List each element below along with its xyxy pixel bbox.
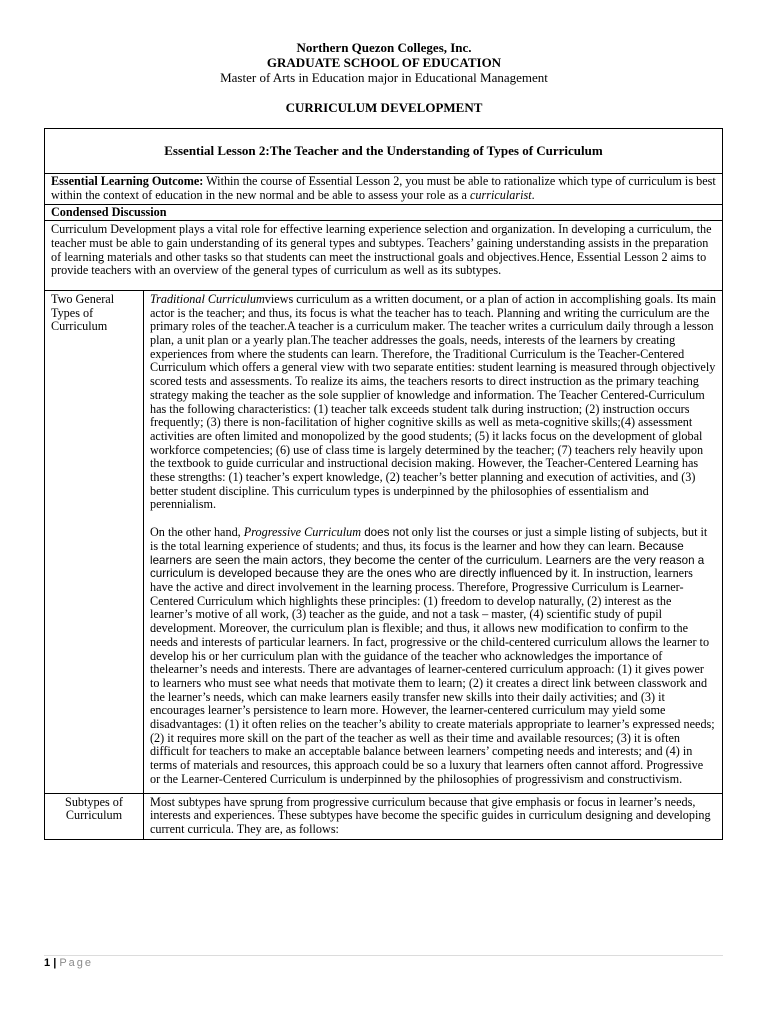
general-types-label: Two General Types of Curriculum (45, 290, 144, 793)
traditional-paragraph (150, 293, 716, 512)
lesson-table (44, 128, 723, 840)
paragraph-gap (150, 512, 716, 526)
condensed-text: Curriculum Development plays a vital role for effective learning experience selection and organization. In developing a curriculum, the teacher must be able to gain understanding of its general types and subtypes. Teachers’ gaining understanding assists in the preparation of learning materials and other tasks so that students can meet the instructional goals and objectives.Hence, Essential Lesson 2 aims to provide teachers with an overview of the general types of curriculum as well as its subtypes. (45, 221, 723, 291)
learning-outcome (45, 174, 723, 205)
subtypes-label: Subtypes of Curriculum (45, 793, 144, 839)
condensed-label: Condensed Discussion (45, 205, 723, 221)
progressive-paragraph (150, 526, 716, 786)
subtypes-row (45, 793, 723, 839)
document-header (0, 40, 768, 85)
course-title: CURRICULUM DEVELOPMENT (285, 100, 483, 115)
condensed-label-row (45, 205, 723, 221)
progressive-text-1: only list the courses or just a simple listing of subjects, but it is the total learning experience of students; and thus, its focus is the learner and how they can learn. (150, 525, 708, 553)
lesson-title: Essential Lesson 2:The Teacher and the Understanding of Types of Curriculum (45, 129, 723, 174)
progressive-text-2: In instruction, learners have the active and direct involvement in the learning process. Therefore, Progressive Curriculum is Learner-Centered Curriculum which highlights these principles: (1) freedom to develop naturally, (2) interest as the learner’s motive of all work, (3) teacher as the guide, and not a task – master, (4) scientific study of pupil development. Moreover, the curriculum plan is flexible; and thus, it allows new modification to confirm to the needs and interests of particular learners. In fact, progressive or the child-centered curriculum allows the learner to develop his or her curriculum plan with the guidance of the teacher who acknowledges the importance of thelearner’s needs and interests. There are advantages of learner-centered curriculum approach: (1) it gives power to learners who must see what needs that motivate them to learn; (2) it creates a direct link between classwork and the learner’s needs, which can make learners easily transfer new skills into their daily activities; and (3) it encourages learner’s persistence to learn more. However, the learner-centered curriculum may yield some disadvantages: (1) it often relies on the teacher’s ability to create materials appropriate to learner’s expressed needs; (2) it requires more skill on the part of the teacher as well as their time and available resources; (3) it is often difficult for teachers to make an acceptable balance between learners’ competing needs and interests; and (4) in terms of materials and resources, this approach could be so a luxury that learners often cannot afford. Progressive or the Learner-Centered Curriculum is underpinned by the philosophies of progressivism and constructivism. (150, 566, 715, 786)
traditional-term: Traditional Curriculum (150, 291, 265, 306)
outcome-italic: curricularist (470, 187, 532, 202)
program-name: Master of Arts in Education major in Educational Management (220, 70, 548, 85)
general-types-row (45, 290, 723, 793)
progressive-does-not: does not (361, 526, 409, 540)
outcome-end: . (531, 187, 535, 202)
progressive-intro: On the other hand, (150, 525, 244, 540)
progressive-term: Progressive Curriculum (243, 525, 362, 540)
lesson-title-row (45, 129, 723, 174)
condensed-text-row (45, 221, 723, 291)
page-separator: | (53, 957, 57, 969)
institution-name: Northern Quezon Colleges, Inc. (296, 40, 472, 55)
page-footer (44, 957, 93, 969)
outcome-row (45, 174, 723, 205)
page-label: Page (59, 957, 94, 969)
outcome-label: Essential Learning Outcome: (51, 174, 204, 188)
subtypes-text: Most subtypes have sprung from progressive curriculum because that give emphasis or focus in learner’s needs, interests and experiences. These subtypes have become the specific guides in curriculum designing and developing current curricula. They are, as follows: (144, 793, 723, 839)
progressive-sans-text: Because learners are seen the main actors, they become the center of the curriculum. Learners are the very reason a curriculum is developed because they are the ones who are directly influenced by it. (150, 539, 705, 581)
page-number: 1 (44, 957, 51, 969)
traditional-text: views curriculum as a written document, or a plan of action in accomplishing goals. Its main actor is the teacher; and thus, its focus is what the teacher has to teach. Planning and writing the curriculum are the primary roles of the teacher.A teacher is a curriculum maker. The teacher writes a curriculum daily through a lesson plan, a unit plan or a yearly plan.The teacher addresses the goals, needs, interests of the learners by creating experiences from where the students can learn. Therefore, the Traditional Curriculum is the Teacher-Centered Curriculum which offers a general view with two separate entities: student learning is measured through objectively scored tests and assessments. To realize its aims, the teachers resorts to direct instruction as the primary teaching strategy making the teacher as the sole supplier of knowledge and information. The Teacher Centered-Curriculum has the following characteristics: (1) teacher talk exceeds student talk during instruction; (2) instruction occurs frequently; (3) there is non-facilitation of higher cognitive skills as well as meta-cognitive skills;(4) assessment activities are often limited and monopolized by the good students; (5) it lacks focus on the development of global workforce competencies; (6) use of class time is largely determined by the teacher; (7) teachers rely heavily upon the textbook to guide curricular and instructional decision making. However, the Teacher-Centered Learning has these strengths: (1) teacher’s expert knowledge, (2) teacher’s better planning and execution of activities, and (3) better student discipline. This curriculum types is underpinned by the philosophies of essentialism and perennialism. (150, 291, 716, 512)
school-name: GRADUATE SCHOOL OF EDUCATION (266, 55, 502, 70)
outcome-text: Within the course of Essential Lesson 2, you must be able to rationalize which type of curriculum is best within the context of education in the new normal and be able to assess your role as a (51, 174, 716, 202)
footer-rule (44, 955, 723, 956)
general-types-content (144, 290, 723, 793)
